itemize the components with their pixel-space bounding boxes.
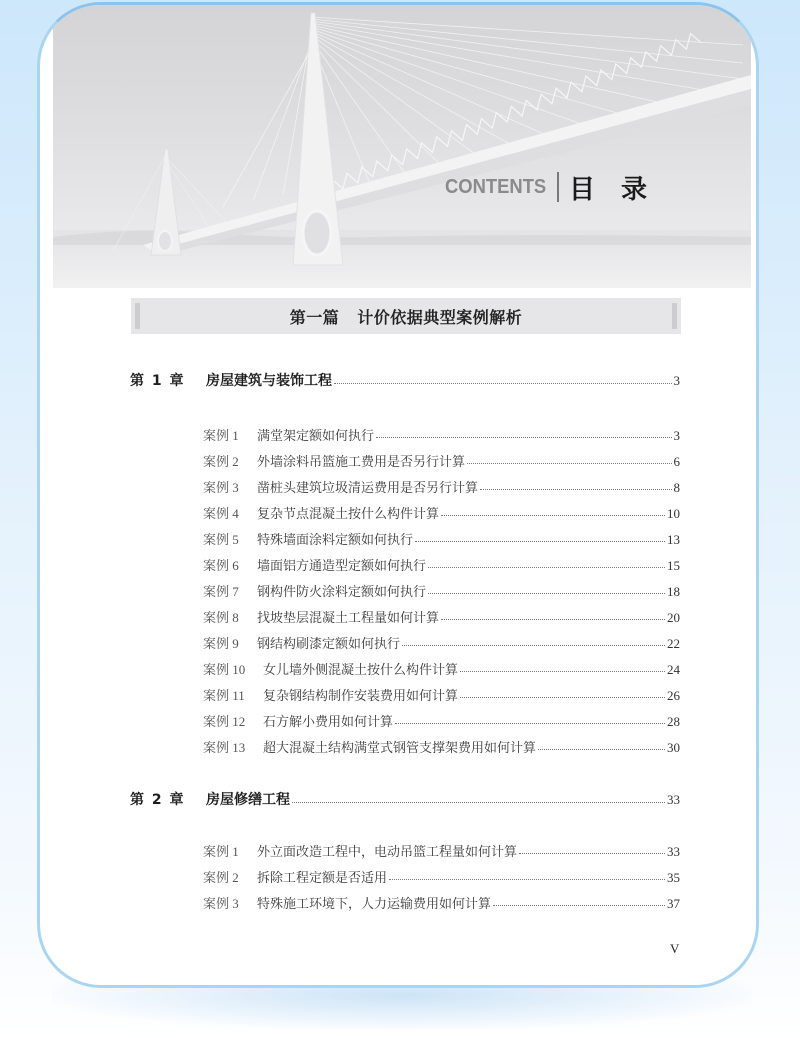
part-title xyxy=(290,305,523,328)
case-page: 28 xyxy=(667,714,680,729)
case-title: 复杂钢结构制作安装费用如何计算 xyxy=(263,689,459,704)
case-page: 33 xyxy=(667,844,680,859)
band-right-marker xyxy=(672,303,677,329)
dot-leader xyxy=(441,618,665,620)
case-label: 案例 3 xyxy=(203,896,239,911)
chapter-label: 第 1 章 xyxy=(130,373,184,389)
toc-case[interactable] xyxy=(203,607,680,627)
case-page: 30 xyxy=(667,740,680,755)
toc-case[interactable] xyxy=(203,893,680,913)
page-number: V xyxy=(670,941,680,956)
case-label: 案例 8 xyxy=(203,610,239,625)
case-title: 钢结构刷漆定额如何执行 xyxy=(257,637,401,652)
dot-leader xyxy=(467,462,671,464)
part-number: 第一篇 xyxy=(289,307,340,327)
toc-case[interactable] xyxy=(203,451,680,471)
case-label: 案例 4 xyxy=(203,506,239,521)
chapter-title: 房屋建筑与装饰工程 xyxy=(206,373,332,389)
dot-leader xyxy=(460,670,665,672)
toc-case[interactable] xyxy=(203,685,680,705)
dot-leader xyxy=(402,644,665,646)
chapter-page: 3 xyxy=(673,373,680,388)
part-name: 计价依据典型案例解析 xyxy=(357,307,523,327)
chapter-label: 第 2 章 xyxy=(130,792,184,808)
toc-case[interactable] xyxy=(203,711,680,731)
case-title: 复杂节点混凝土按什么构件计算 xyxy=(257,507,440,522)
toc-case[interactable] xyxy=(203,477,680,497)
dot-leader xyxy=(460,696,665,698)
toc-case[interactable] xyxy=(203,555,680,575)
case-label: 案例 1 xyxy=(203,428,239,443)
case-title: 石方解小费用如何计算 xyxy=(263,715,394,730)
dot-leader xyxy=(493,904,665,906)
contents-chinese: 目录 xyxy=(569,174,674,205)
case-page: 26 xyxy=(667,688,680,703)
contents-english: CONTENTS xyxy=(445,175,547,198)
toc-case[interactable] xyxy=(203,581,680,601)
toc-case[interactable] xyxy=(203,529,680,549)
contents-divider xyxy=(557,172,559,202)
case-page: 3 xyxy=(673,428,680,443)
case-page: 6 xyxy=(673,454,680,469)
case-label: 案例 3 xyxy=(203,480,239,495)
dot-leader xyxy=(538,748,665,750)
toc-case[interactable] xyxy=(203,633,680,653)
dot-leader xyxy=(334,382,672,384)
case-title: 钢构件防火涂料定额如何执行 xyxy=(257,585,427,600)
case-label: 案例 6 xyxy=(203,558,239,573)
case-title: 墙面铝方通造型定额如何执行 xyxy=(257,559,427,574)
case-page: 8 xyxy=(673,480,680,495)
case-label: 案例 11 xyxy=(203,688,245,703)
case-title: 拆除工程定额是否适用 xyxy=(257,871,388,886)
case-page: 20 xyxy=(667,610,680,625)
case-title: 凿桩头建筑垃圾清运费用是否另行计算 xyxy=(257,481,479,496)
chapter-title: 房屋修缮工程 xyxy=(206,792,290,808)
case-title: 外墙涂料吊篮施工费用是否另行计算 xyxy=(257,455,466,470)
case-page: 35 xyxy=(667,870,680,885)
case-title: 女儿墙外侧混凝土按什么构件计算 xyxy=(263,663,459,678)
dot-leader xyxy=(428,592,665,594)
toc-case[interactable] xyxy=(203,425,680,445)
toc-case[interactable] xyxy=(203,841,680,861)
case-title: 外立面改造工程中，电动吊篮工程量如何计算 xyxy=(257,845,518,860)
case-page: 22 xyxy=(667,636,680,651)
case-page: 10 xyxy=(667,506,680,521)
dot-leader xyxy=(389,878,665,880)
toc-chapter-1[interactable] xyxy=(130,370,680,392)
band-left-marker xyxy=(135,303,140,329)
case-title: 满堂架定额如何执行 xyxy=(257,429,375,444)
toc-case[interactable] xyxy=(203,737,680,757)
case-page: 15 xyxy=(667,558,680,573)
toc-case[interactable] xyxy=(203,503,680,523)
dot-leader xyxy=(376,436,671,438)
toc-case[interactable] xyxy=(203,867,680,887)
dot-leader xyxy=(415,540,665,542)
dot-leader xyxy=(441,514,665,516)
dot-leader xyxy=(519,852,665,854)
bridge-illustration xyxy=(53,5,751,288)
dot-leader xyxy=(395,722,665,724)
case-label: 案例 12 xyxy=(203,714,246,729)
case-label: 案例 5 xyxy=(203,532,239,547)
dot-leader xyxy=(428,566,665,568)
case-title: 特殊施工环境下，人力运输费用如何计算 xyxy=(257,897,492,912)
page-card xyxy=(37,2,759,988)
case-title: 超大混凝土结构满堂式钢管支撑架费用如何计算 xyxy=(263,741,537,756)
case-page: 13 xyxy=(667,532,680,547)
case-label: 案例 2 xyxy=(203,870,239,885)
case-page: 18 xyxy=(667,584,680,599)
part-heading-band xyxy=(131,298,681,334)
toc-chapter-2[interactable] xyxy=(130,789,680,811)
case-page: 24 xyxy=(667,662,680,677)
dot-leader xyxy=(292,801,665,803)
case-label: 案例 13 xyxy=(203,740,246,755)
dot-leader xyxy=(480,488,671,490)
case-title: 找坡垫层混凝土工程量如何计算 xyxy=(257,611,440,626)
case-label: 案例 9 xyxy=(203,636,239,651)
case-title: 特殊墙面涂料定额如何执行 xyxy=(257,533,414,548)
case-label: 案例 2 xyxy=(203,454,239,469)
case-page: 37 xyxy=(667,896,680,911)
case-label: 案例 7 xyxy=(203,584,239,599)
case-label: 案例 10 xyxy=(203,662,246,677)
contents-heading xyxy=(445,171,673,203)
toc-case[interactable] xyxy=(203,659,680,679)
hero-bridge-image xyxy=(53,5,751,288)
chapter-page: 33 xyxy=(667,792,680,807)
case-label: 案例 1 xyxy=(203,844,239,859)
